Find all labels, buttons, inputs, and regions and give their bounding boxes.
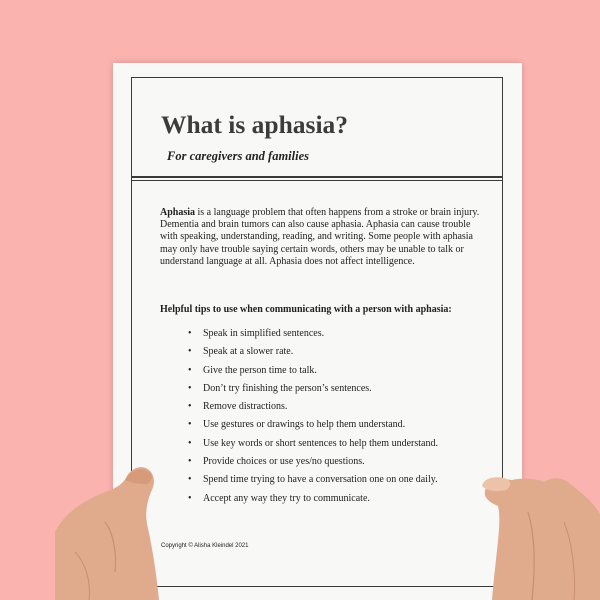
tip-text: Remove distractions.: [203, 401, 288, 413]
list-item: [188, 345, 438, 363]
tip-text: Give the person time to talk.: [203, 364, 317, 376]
tip-text: Provide choices or use yes/no questions.: [203, 456, 365, 468]
tip-text: Speak at a slower rate.: [203, 346, 294, 358]
copyright-notice: Copyright © Alisha Kleindel 2021: [161, 543, 249, 549]
intro-paragraph: [160, 207, 482, 268]
tips-list: [188, 327, 438, 510]
bullet-icon: •: [188, 419, 192, 431]
bullet-icon: •: [188, 382, 192, 394]
list-item: [188, 473, 438, 491]
list-item: [188, 400, 438, 418]
bullet-icon: •: [188, 364, 192, 376]
tip-text: Use key words or short sentences to help them understand.: [203, 437, 438, 449]
tip-text: Speak in simplified sentences.: [203, 328, 325, 339]
list-item: [188, 492, 438, 510]
list-item: [188, 382, 438, 400]
list-item: [188, 364, 438, 382]
page-title: What is aphasia?: [161, 110, 349, 139]
tip-text: Use gestures or drawings to help them understand.: [203, 419, 406, 431]
bullet-icon: •: [188, 492, 192, 504]
bullet-icon: •: [188, 328, 192, 339]
list-item: [188, 327, 438, 345]
bullet-icon: •: [188, 401, 192, 413]
list-item: [188, 437, 438, 455]
tips-heading: Helpful tips to use when communicating with a person with aphasia:: [160, 304, 452, 315]
tip-text: Don’t try finishing the person’s sentences.: [203, 382, 372, 394]
bullet-icon: •: [188, 456, 192, 468]
title-divider: [131, 176, 503, 181]
tip-text: Accept any way they try to communicate.: [203, 492, 370, 504]
intro-text: is a language problem that often happens from a stroke or brain injury. Dementia and brain tumors can also cause aphasia. Aphasia can cause trouble with speaking, understanding, reading, and writing. Some people with aphasia may only have trouble saying certain words, others may be unable to talk or understand language at all. Aphasia does not affect intelligence.: [160, 207, 480, 267]
tip-text: Spend time trying to have a conversation one on one daily.: [203, 474, 438, 486]
bullet-icon: •: [188, 474, 192, 486]
right-hand-image: [468, 452, 600, 600]
left-hand-image: [55, 462, 175, 600]
bullet-icon: •: [188, 346, 192, 358]
intro-term: Aphasia: [160, 207, 196, 218]
bullet-icon: •: [188, 437, 192, 449]
list-item: [188, 455, 438, 473]
list-item: [188, 418, 438, 436]
page-subtitle: For caregivers and families: [167, 149, 310, 163]
